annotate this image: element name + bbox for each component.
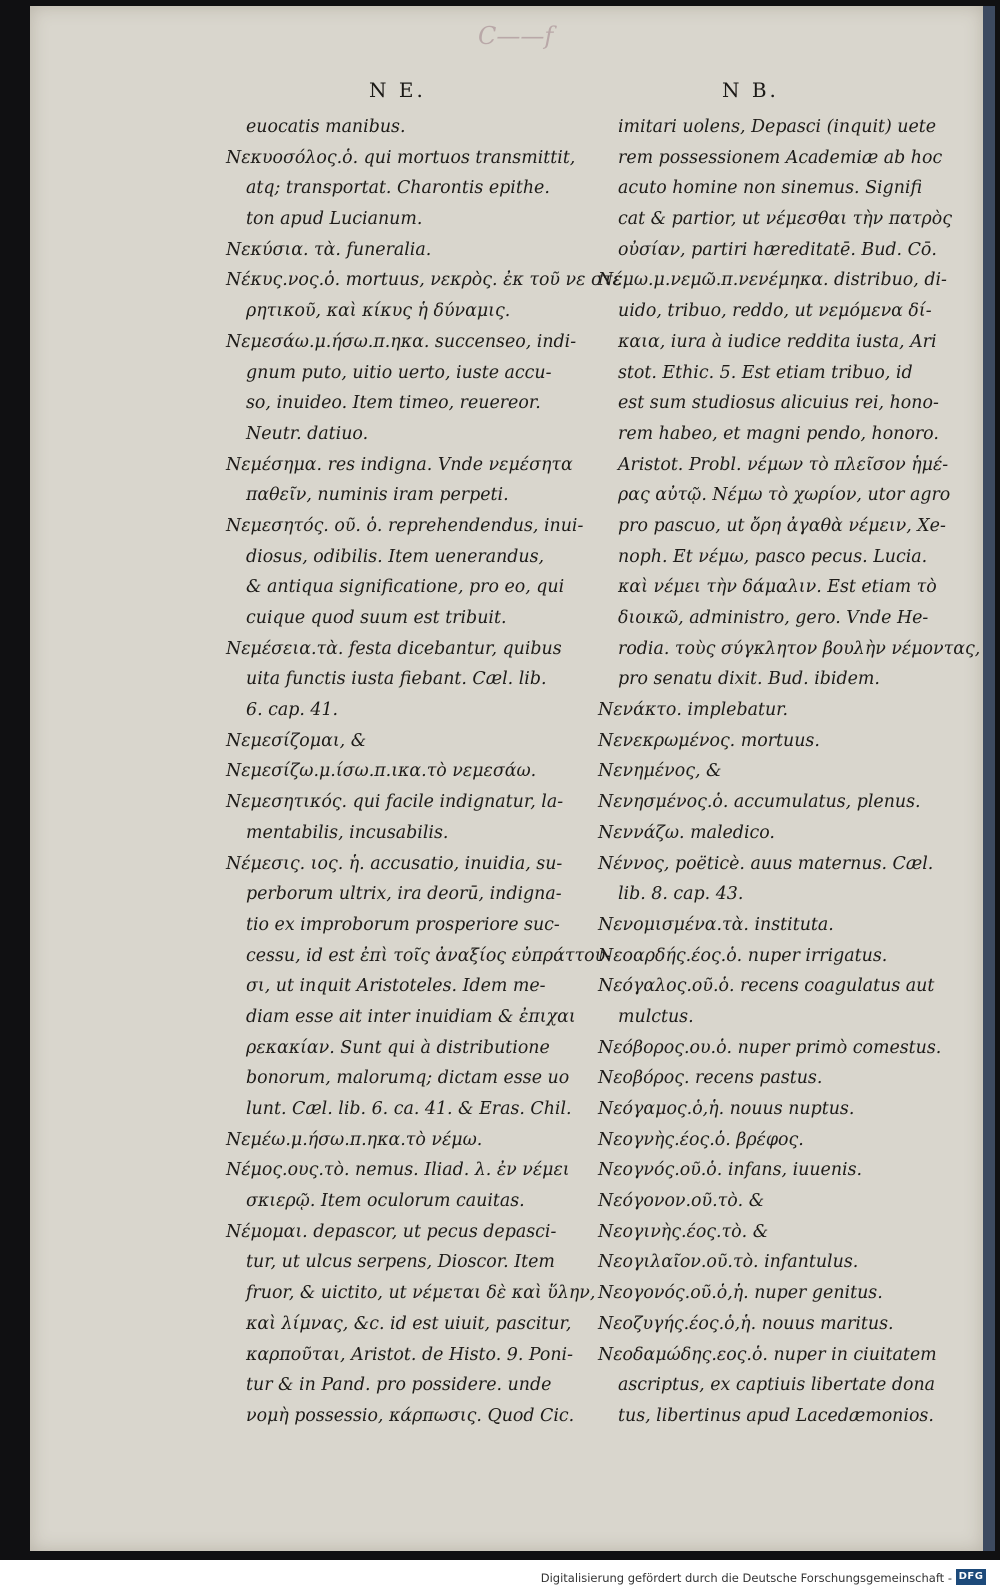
text-line: cat & partior, ut νέμεσθαι τὴν πατρὸς <box>618 209 952 230</box>
text-line: ρεκακίαν. Sunt qui à distributione <box>246 1037 550 1058</box>
text-line: σκιερῷ. Item oculorum cauitas. <box>246 1191 525 1212</box>
text-line: & antiqua significatione, pro eo, qui <box>246 577 565 598</box>
text-line: ρας αὐτῷ. Nέμω τὸ χωρίον, utor agro <box>618 485 951 506</box>
text-line: Nέμος.ους.τὸ. nemus. Iliad. λ. ἐν νέμει <box>226 1160 570 1181</box>
text-line: tio ex improborum prosperiore suc- <box>246 914 560 935</box>
handwritten-mark: C——f <box>478 22 554 50</box>
text-line: Nεόβορος.ου.ὁ. nuper primò comestus. <box>598 1037 942 1058</box>
text-line: euocatis manibus. <box>246 117 406 137</box>
text-line: διοικῶ, administro, gero. Vnde He- <box>618 608 929 628</box>
text-line: Nεοζυγής.έος.ὁ,ἡ. nouus maritus. <box>598 1313 894 1334</box>
text-line: Nέμω.μ.νεμῶ.π.νενέμηκα. distribuo, di- <box>598 270 947 291</box>
text-line: pro senatu dixit. Bud. ibidem. <box>618 669 880 690</box>
text-line: tur & in Pand. pro possidere. unde <box>246 1375 552 1396</box>
text-line: Nεοβόρος. recens pastus. <box>598 1068 823 1089</box>
text-line: καρποῦται, Aristot. de Histo. 9. Poni- <box>246 1344 573 1365</box>
text-line: gnum puto, uitio uerto, iuste accu- <box>246 362 552 383</box>
footer-credit: Digitalisierung gefördert durch die Deutsche Forschungsgemeinschaft - <box>540 1571 952 1585</box>
text-line: bonorum, malorumq; dictam esse uo <box>246 1068 570 1089</box>
text-line: cessu, id est ἐπὶ τοῖς ἀναξίος εὐπράττου- <box>246 945 612 966</box>
text-line: Nενάκτο. implebatur. <box>598 700 789 721</box>
text-line: Nεμέσεια.τὰ. festa dicebantur, quibus <box>226 638 562 659</box>
text-line: καὶ νέμει τὴν δάμαλιν. Est etiam τὸ <box>618 577 937 598</box>
text-line: diosus, odibilis. Item uenerandus, <box>246 546 545 567</box>
text-line: Nεμεσίζομαι, & <box>226 730 367 751</box>
text-line: οὐσίαν, partiri hæreditatē. Bud. Cō. <box>618 239 937 260</box>
text-line: mentabilis, incusabilis. <box>246 822 449 843</box>
text-line: acuto homine non sinemus. Signifi <box>618 178 923 199</box>
text-line: Nεμέω.μ.ήσω.π.ηκα.τὸ νέμω. <box>226 1129 483 1150</box>
right-column <box>598 112 981 1432</box>
text-line: Nέκυς.νος.ὁ. mortuus, νεκρὸς. ἐκ τοῦ νε στε <box>226 270 622 291</box>
text-line: Nεμεσητικός. qui facile indignatur, la- <box>226 792 564 813</box>
text-line: Nεοαρδής.έος.ὁ. nuper irrigatus. <box>598 945 888 966</box>
text-line: Nεόγαμος.ὁ,ἡ. nouus nuptus. <box>598 1099 855 1119</box>
text-line: Nέμεσις. ιος. ἡ. accusatio, inuidia, su- <box>226 853 563 874</box>
text-line: pro pascuo, ut ὄρη ἀγαθὰ νέμειν, Xe- <box>618 515 946 536</box>
text-line: ton apud Lucianum. <box>246 209 423 230</box>
text-line: lib. 8. cap. 43. <box>618 884 744 905</box>
page-edge <box>983 6 995 1551</box>
text-line: καὶ λίμνας, &c. id est uiuit, pascitur, <box>246 1313 572 1334</box>
text-line: imitari uolens, Depasci (inquit) uete <box>618 117 937 137</box>
text-line: uido, tribuo, reddo, ut νεμόμενα δί- <box>618 301 932 322</box>
text-line: uita functis iusta fiebant. Cæl. lib. <box>246 669 547 690</box>
text-line: mulctus. <box>618 1006 694 1027</box>
text-line: Nεμεσάω.μ.ήσω.π.ηκα. succenseo, indi- <box>226 331 577 352</box>
text-line: Nέννος, poëticè. auus maternus. Cæl. <box>598 853 934 874</box>
text-line: rodia. τοὺς σύγκλητον βουλὴν νέμοντας, <box>618 638 981 659</box>
text-line: Nεμεσίζω.μ.ίσω.π.ικα.τὸ νεμεσάω. <box>226 761 537 782</box>
text-line: Nεμέσημα. res indigna. Vnde νεμέσητα <box>226 454 573 475</box>
text-line: νομὴ possessio, κάρπωσις. Quod Cic. <box>246 1405 575 1426</box>
text-line: Nεννάζω. maledico. <box>598 822 775 843</box>
text-line: Nεογονός.οῦ.ὁ,ἡ. nuper genitus. <box>598 1283 883 1304</box>
text-line: lunt. Cæl. lib. 6. ca. 41. & Eras. Chil. <box>246 1099 572 1119</box>
text-line: Nέμομαι. depascor, ut pecus depasci- <box>226 1221 557 1242</box>
text-line: fruor, & uictito, ut νέμεται δὲ καὶ ὕλην, <box>246 1283 596 1304</box>
text-line: atq; transportat. Charontis epithe. <box>246 178 550 199</box>
text-line: rem possessionem Academiæ ab hoc <box>618 147 943 168</box>
text-line: rem habeo, et magni pendo, honoro. <box>618 423 939 444</box>
text-line: ρητικοῦ, καὶ κίκυς ἡ δύναμις. <box>246 301 511 322</box>
text-line: est sum studiosus alicuius rei, hono- <box>618 393 939 414</box>
text-line: Nεμεσητός. οῦ. ὁ. reprehendendus, inui- <box>226 515 584 536</box>
text-line: 6. cap. 41. <box>246 700 339 721</box>
text-line: Nεκυοσόλος.ὁ. qui mortuos transmittit, <box>226 147 576 168</box>
text-line: perborum ultrix, ira deorū, indigna- <box>246 884 562 905</box>
text-line: Nεογνός.οῦ.ὁ. infans, iuuenis. <box>598 1160 863 1181</box>
dfg-logo: DFG <box>956 1569 986 1585</box>
text-line: καια, iura à iudice reddita iusta, Ari <box>618 331 937 352</box>
text-line: Nενεκρωμένος. mortuus. <box>598 730 820 751</box>
text-line: παθεῖν, numinis iram perpeti. <box>246 485 509 506</box>
left-column <box>226 112 622 1432</box>
text-line: Neutr. datiuo. <box>246 423 369 444</box>
text-line: ascriptus, ex captiuis libertate dona <box>618 1375 936 1396</box>
text-line: stot. Ethic. 5. Est etiam tribuo, id <box>618 362 913 383</box>
text-line: Nεογινὴς.έος.τὸ. & <box>598 1221 769 1242</box>
text-line: noph. Et νέμω, pasco pecus. Lucia. <box>618 546 928 567</box>
text-line: Nεογνὴς.έος.ὁ. βρέφος. <box>598 1129 804 1150</box>
text-line: σι, ut inquit Aristoteles. Idem me- <box>246 976 546 997</box>
text-line: cuique quod suum est tribuit. <box>246 608 507 628</box>
text-line: Nενομισμένα.τὰ. instituta. <box>598 914 834 935</box>
running-head-right: N B. <box>722 78 779 102</box>
text-line: Nεογιλαῖον.οῦ.τὸ. infantulus. <box>598 1252 859 1273</box>
text-line: Nενημένος, & <box>598 761 722 782</box>
text-line: so, inuideo. Item timeo, reuereor. <box>246 393 541 414</box>
text-line: tus, libertinus apud Lacedæmonios. <box>618 1405 934 1426</box>
text-line: Nεόγαλος.οῦ.ὁ. recens coagulatus aut <box>598 976 935 997</box>
text-line: diam esse ait inter inuidiam & ἐπιχαι <box>246 1006 576 1027</box>
text-line: Nεοδαμώδης.εος.ὁ. nuper in ciuitatem <box>598 1344 937 1365</box>
text-line: Nενησμένος.ὁ. accumulatus, plenus. <box>598 792 921 813</box>
text-line: Nεόγονον.οῦ.τὸ. & <box>598 1191 765 1212</box>
text-line: Aristot. Probl. νέμων τὸ πλεῖσον ἡμέ- <box>618 454 949 475</box>
running-head-left: N E. <box>369 78 426 102</box>
text-line: Nεκύσια. τὰ. funeralia. <box>226 239 432 260</box>
text-line: tur, ut ulcus serpens, Dioscor. Item <box>246 1252 555 1273</box>
